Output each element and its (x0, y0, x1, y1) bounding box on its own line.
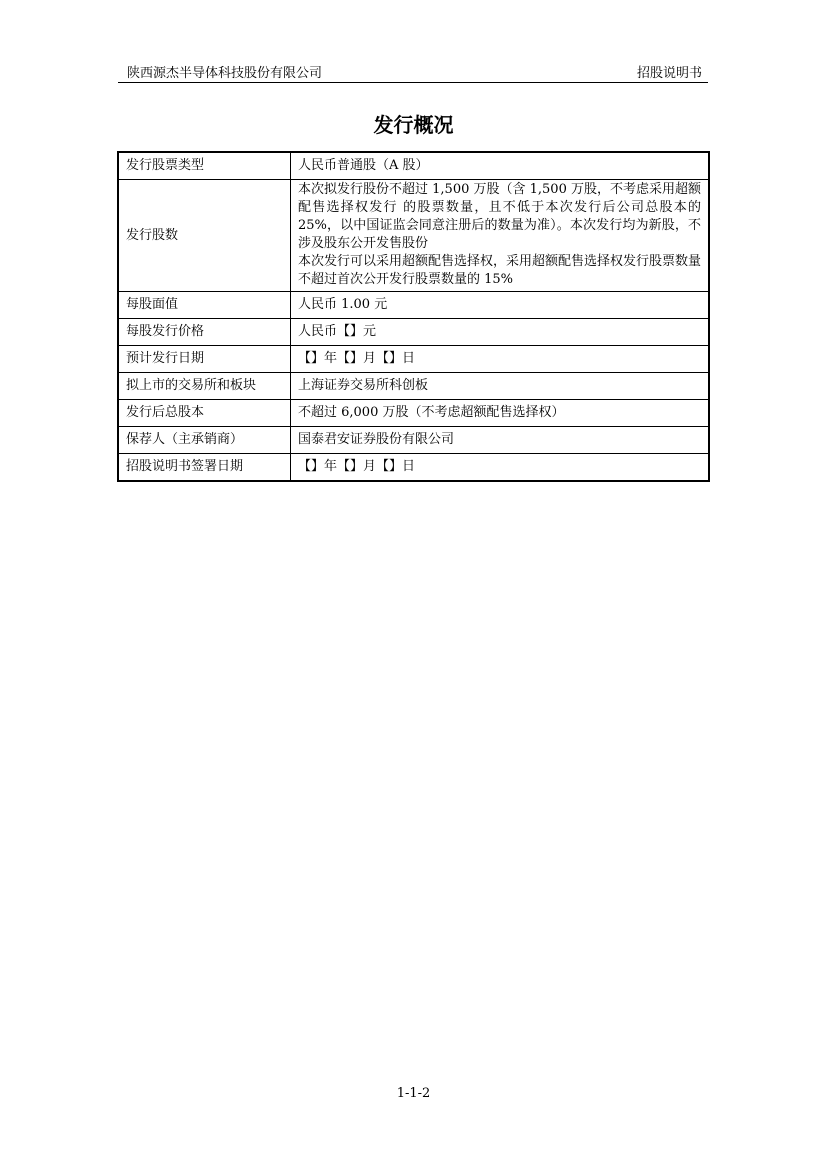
page-header (118, 60, 708, 83)
row-label: 发行后总股本 (118, 400, 291, 427)
row-value-text: 不超过 6,000 万股（不考虑超额配售选择权） (298, 405, 565, 420)
row-label: 发行股票类型 (118, 152, 291, 180)
row-label: 招股说明书签署日期 (118, 454, 291, 482)
header-company-name: 陕西源杰半导体科技股份有限公司 (127, 66, 323, 81)
table-row-issue-date (118, 346, 709, 373)
row-value-text: 人民币【】元 (298, 324, 377, 339)
row-label: 拟上市的交易所和板块 (118, 373, 291, 400)
row-value-text: 【】年【】月【】日 (298, 351, 416, 366)
issuance-overview-table (117, 151, 710, 482)
row-value-text: 人民币 1.00 元 (298, 297, 388, 312)
row-value (291, 346, 710, 373)
row-value-text: 上海证券交易所科创板 (298, 378, 429, 393)
row-value (291, 427, 710, 454)
table-row-par-value (118, 292, 709, 319)
row-label: 保荐人（主承销商） (118, 427, 291, 454)
row-label: 发行股数 (118, 180, 291, 292)
header-document-type: 招股说明书 (636, 66, 702, 81)
row-value (291, 180, 710, 292)
row-value (291, 319, 710, 346)
table-row-stock-type (118, 152, 709, 180)
row-value (291, 454, 710, 482)
table-row-signing-date (118, 454, 709, 482)
table-row-exchange-board (118, 373, 709, 400)
table-row-share-count (118, 180, 709, 292)
row-value-text: 人民币普通股（A 股） (298, 158, 429, 173)
row-value (291, 292, 710, 319)
table-row-total-shares (118, 400, 709, 427)
row-label: 每股面值 (118, 292, 291, 319)
table-row-issue-price (118, 319, 709, 346)
page-number: 1-1-2 (396, 1086, 431, 1101)
row-value-text: 【】年【】月【】日 (298, 459, 416, 474)
table-row-sponsor (118, 427, 709, 454)
row-label: 每股发行价格 (118, 319, 291, 346)
row-value (291, 373, 710, 400)
row-value (291, 400, 710, 427)
row-value-paragraph: 本次拟发行股份不超过 1,500 万股（含 1,500 万股，不考虑采用超额配售选择权发行 的股票数量，且不低于本次发行后公司总股本的 25%，以中国证监会同意注册后的数量为准）。本次发行均为新股，不涉及股东公开发售股份 (298, 182, 701, 251)
row-value-text: 国泰君安证券股份有限公司 (298, 432, 455, 447)
row-label: 预计发行日期 (118, 346, 291, 373)
row-value (291, 152, 710, 180)
row-value-paragraph: 本次发行可以采用超额配售选择权，采用超额配售选择权发行股票数量不超过首次公开发行股票数量的 15% (298, 254, 702, 287)
page-title: 发行概况 (373, 113, 454, 137)
